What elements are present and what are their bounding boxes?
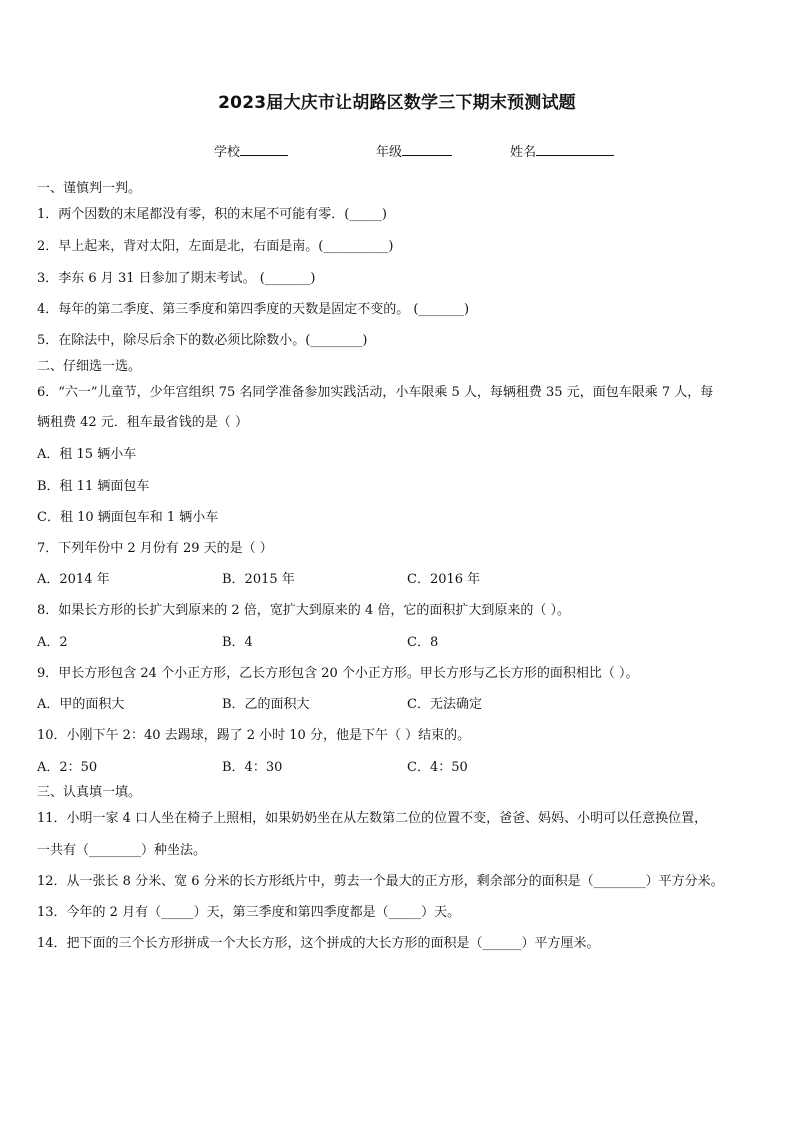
question-7-option-c: C．2016 年 [407, 572, 481, 587]
question-9-option-a: A．甲的面积大 [37, 697, 125, 712]
school-label: 学校 [214, 145, 241, 160]
question-11-line-1: 11．小明一家 4 口人坐在椅子上照相，如果奶奶坐在从左数第二位的位置不变，爸爸、妈妈、小明可以任意换位置， [37, 811, 708, 826]
section-1-heading: 一、谨慎判一判。 [37, 181, 142, 196]
question-10-option-b: B．4：30 [222, 760, 283, 775]
question-14: 14．把下面的三个长方形拼成一个大长方形，这个拼成的大长方形的面积是（______）平方厘米。 [37, 936, 600, 951]
question-12: 12．从一张长 8 分米、宽 6 分米的长方形纸片中，剪去一个最大的正方形，剩余部分的面积是（________）平方分米。 [37, 874, 724, 889]
school-blank [240, 143, 288, 156]
question-4: 4．每年的第二季度、第三季度和第四季度的天数是固定不变的。 (_______) [37, 302, 470, 317]
page-title: 2023届大庆市让胡路区数学三下期末预测试题 [218, 93, 576, 113]
question-8-option-c: C．8 [407, 635, 439, 650]
question-8: 8．如果长方形的长扩大到原来的 2 倍，宽扩大到原来的 4 倍，它的面积扩大到原来的（ ）。 [37, 603, 570, 618]
question-7: 7．下列年份中 2 月份有 29 天的是（ ） [37, 541, 273, 556]
question-9-option-b: B．乙的面积大 [222, 697, 310, 712]
question-11-line-2: 一共有（________）种坐法。 [37, 843, 207, 858]
question-13: 13．今年的 2 月有（_____）天，第三季度和第四季度都是（_____）天。 [37, 905, 461, 920]
question-7-option-b: B．2015 年 [222, 572, 295, 587]
question-10-option-a: A．2：50 [37, 760, 98, 775]
question-9: 9．甲长方形包含 24 个小正方形，乙长方形包含 20 个小正方形。甲长方形与乙长方形的面积相比（ ）。 [37, 666, 639, 681]
question-10: 10．小刚下午 2：40 去踢球，踢了 2 小时 10 分，他是下午（ ）结束的。 [37, 728, 471, 743]
name-label: 姓名 [510, 145, 537, 160]
question-2: 2．早上起来，背对太阳，左面是北，右面是南。(__________) [37, 239, 394, 254]
name-blank [536, 143, 614, 156]
question-8-option-a: A．2 [37, 635, 68, 650]
section-2-heading: 二、仔细选一选。 [37, 359, 142, 374]
question-6-line-1: 6．“六一”儿童节，少年宫组织 75 名同学准备参加实践活动，小车限乘 5 人，每辆租费 35 元，面包车限乘 7 人，每 [37, 385, 714, 400]
question-7-option-a: A．2014 年 [37, 572, 110, 587]
question-5: 5．在除法中，除尽后余下的数必须比除数小。(________) [37, 333, 368, 348]
grade-blank [402, 143, 452, 156]
question-9-option-c: C．无法确定 [407, 697, 482, 712]
school-field [214, 141, 288, 160]
question-6-line-2: 辆租费 42 元．租车最省钱的是（ ） [37, 415, 248, 430]
grade-field [376, 141, 452, 160]
section-3-heading: 三、认真填一填。 [37, 785, 142, 800]
question-6-option-a: A．租 15 辆小车 [37, 447, 137, 462]
question-1: 1．两个因数的末尾都没有零，积的末尾不可能有零．(_____) [37, 207, 387, 222]
question-8-option-b: B．4 [222, 635, 253, 650]
name-field [510, 141, 614, 160]
grade-label: 年级 [376, 145, 403, 160]
question-10-option-c: C．4：50 [407, 760, 468, 775]
question-6-option-c: C．租 10 辆面包车和 1 辆小车 [37, 510, 219, 525]
question-6-option-b: B．租 11 辆面包车 [37, 479, 150, 494]
question-3: 3．李东 6 月 31 日参加了期末考试。 (_______) [37, 271, 316, 286]
